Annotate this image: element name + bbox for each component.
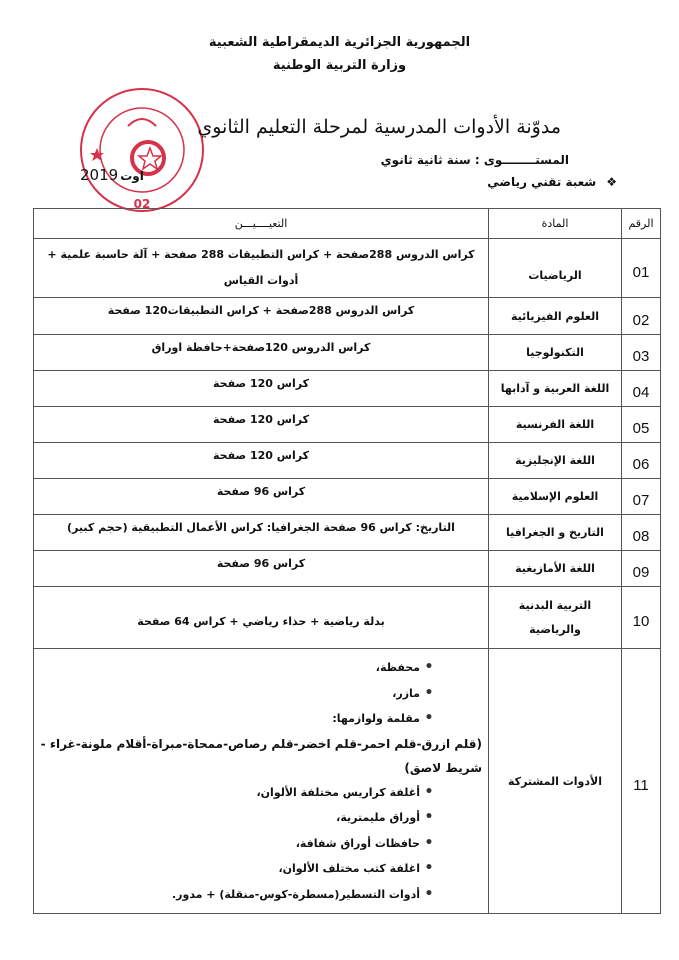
common-supplies-list [34,649,488,913]
row-num: 03 [622,335,661,371]
row-num: 08 [622,515,661,551]
row-subject: الأدوات المشتركة [489,649,622,914]
table-row [34,407,661,443]
row-subject: الرياضيات [489,239,622,298]
row-num: 01 [622,239,661,298]
table-row [34,443,661,479]
header-designation: التعيــــيـــن [34,209,489,239]
document-date [80,166,144,185]
row-num: 11 [622,649,661,914]
common-supplies-list-cell [34,649,489,914]
row-desc: كراس 120 صفحة [34,407,489,443]
table-row [34,551,661,587]
date-month: اوت [120,169,144,183]
table-row-common-supplies [34,649,661,914]
row-desc: كراس الدروس 288صفحة + كراس التطبيقات120 صفحة [34,298,489,335]
row-num: 09 [622,551,661,587]
row-subject: العلوم الإسلامية [489,479,622,515]
header-subject: المادة [489,209,622,239]
list-item: • أوراق مليمترية، [40,805,438,831]
row-subject: التكنولوجيا [489,335,622,371]
list-item: • أدوات التسطير(مسطرة-كوس-منقلة) + مدور. [40,882,438,908]
svg-text:02: 02 [133,197,151,211]
row-subject: اللغة الإنجليزية [489,443,622,479]
row-num: 04 [622,371,661,407]
row-desc: التاريخ: كراس 96 صفحة الجغرافيا: كراس الأعمال التطبيقية (حجم كبير) [34,515,489,551]
table-row [34,298,661,335]
ministry-heading: وزارة التربية الوطنية [272,58,407,73]
row-desc: بدلة رياضية + حذاء رياضي + كراس 64 صفحة [34,587,489,649]
table-row [34,335,661,371]
stamp-star-icon [90,148,104,161]
republic-heading: الجمهورية الجزائرية الديمقراطية الشعبية [208,35,471,50]
list-item: • اغلفة كتب مختلف الألوان، [40,856,438,882]
row-subject: التربية البدنية والرياضية [489,587,622,649]
header-num: الرقم [622,209,661,239]
list-item-detail: (قلم ازرق-قلم احمر-قلم اخضر-قلم رصاص-ممحاة-مبراة-أقلام ملونة-غراء - شريط لاصق) [40,736,482,775]
official-stamp [78,86,206,214]
row-desc: كراس 120 صفحة [34,443,489,479]
list-item: • مقلمة ولوازمها: [40,706,438,732]
list-item: • مازر، [40,681,438,707]
row-num: 06 [622,443,661,479]
row-num: 10 [622,587,661,649]
row-subject: التاريخ و الجغرافيا [489,515,622,551]
table-row [34,479,661,515]
row-desc: كراس الدروس 120صفحة+حافظة اوراق [34,335,489,371]
document-title: مدوّنة الأدوات المدرسية لمرحلة التعليم الثانوي [197,116,561,138]
level-label: المستــــــــوى : سنة ثانية ثانوي [380,153,569,167]
row-desc: كراس 96 صفحة [34,551,489,587]
supplies-table [33,208,661,914]
row-subject: اللغة الفرنسية [489,407,622,443]
stream-line [487,174,617,190]
list-item: • حافظات أوراق شفافة، [40,831,438,857]
row-num: 05 [622,407,661,443]
row-desc: كراس 96 صفحة [34,479,489,515]
row-subject: العلوم الفيزيائية [489,298,622,335]
row-subject: اللغة الأمازيغية [489,551,622,587]
row-desc: كراس الدروس 288صفحة + كراس التطبيقات 288 صفحة + آلة حاسبة علمية + أدوات القياس [34,239,489,298]
diamond-bullet-icon: ❖ [606,175,617,189]
list-item: • أغلفة كراريس مختلفة الألوان، [40,780,438,806]
row-num: 02 [622,298,661,335]
date-year: 2019 [80,166,119,184]
table-row [34,515,661,551]
row-desc: كراس 120 صفحة [34,371,489,407]
stream-label: شعبة تقني رياضي [487,175,597,189]
table-row [34,239,661,298]
list-item: • محفظة، [40,655,438,681]
row-num: 07 [622,479,661,515]
table-row [34,587,661,649]
table-header-row [34,209,661,239]
table-row [34,371,661,407]
row-subject: اللغة العربية و آدابها [489,371,622,407]
